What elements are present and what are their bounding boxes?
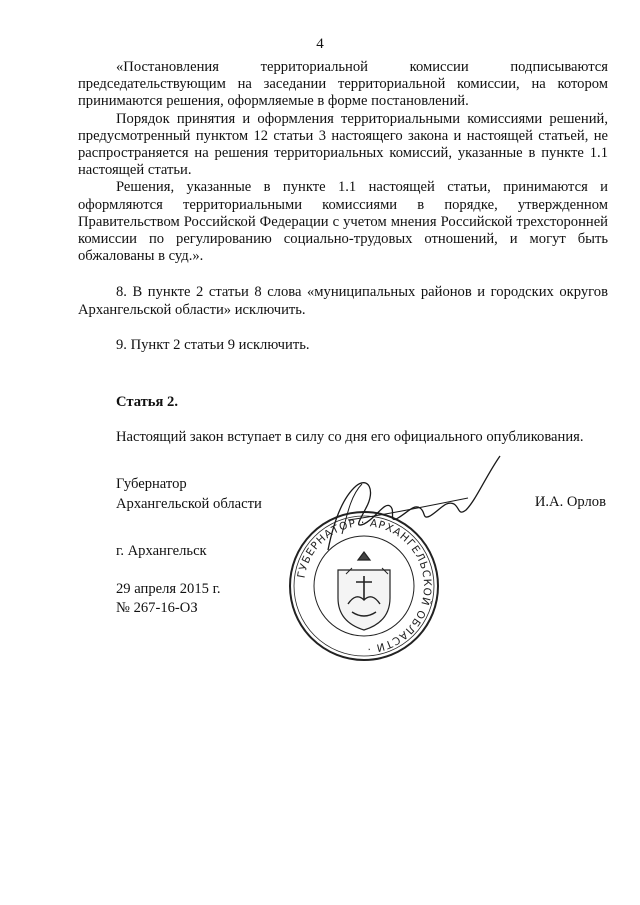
paragraph-item-8: 8. В пункте 2 статьи 8 слова «муниципальных районов и городских округов Архангельской области» исключить.: [78, 284, 608, 318]
signatory-title-line1: Губернатор: [116, 476, 187, 492]
paragraph-decisions: Решения, указанные в пункте 1.1 настоящей статьи, принимаются и оформляются территориальными комиссиями в порядке, утвержденном Правительством Российской Федерации с учетом мнения Российской трехсторонней комиссии по регулированию социально-трудовых отношений, и могут быть обжалованы в суд.».: [78, 179, 608, 265]
article-heading: Статья 2.: [116, 394, 178, 411]
place: г. Архангельск: [116, 543, 207, 559]
paragraph-procedure: Порядок принятия и оформления территориальными комиссиями решений, предусмотренный пунктом 12 статьи 3 настоящего закона и настоящей статьей, не распространяется на решения территориальных комиссий, указанные в пункте 1.1 настоящей статьи.: [78, 110, 608, 179]
article-text: Настоящий закон вступает в силу со дня его официального опубликования.: [116, 429, 584, 446]
signatory-name: И.А. Орлов: [534, 494, 606, 510]
page-number: 4: [316, 36, 324, 52]
seal-ring-text: ГУБЕРНАТОР · АРХАНГЕЛЬСКОЙ ОБЛАСТИ ·: [295, 516, 434, 655]
handwritten-signature: [318, 450, 508, 560]
paragraph-item-9: 9. Пункт 2 статьи 9 исключить.: [116, 336, 310, 353]
signatory-title-line2: Архангельской области: [116, 496, 262, 512]
coat-of-arms-icon: [338, 552, 390, 630]
signatory-title: [116, 474, 262, 514]
law-text: [78, 59, 608, 446]
date-block: [116, 580, 221, 618]
date: 29 апреля 2015 г.: [116, 581, 221, 597]
law-number: № 267-16-ОЗ: [116, 600, 198, 616]
paragraph-resolutions: «Постановления территориальной комиссии подписываются председательствующим на заседании территориальной комиссии, на котором принимаются решения, оформляемые в форме постановлений.: [78, 59, 608, 110]
